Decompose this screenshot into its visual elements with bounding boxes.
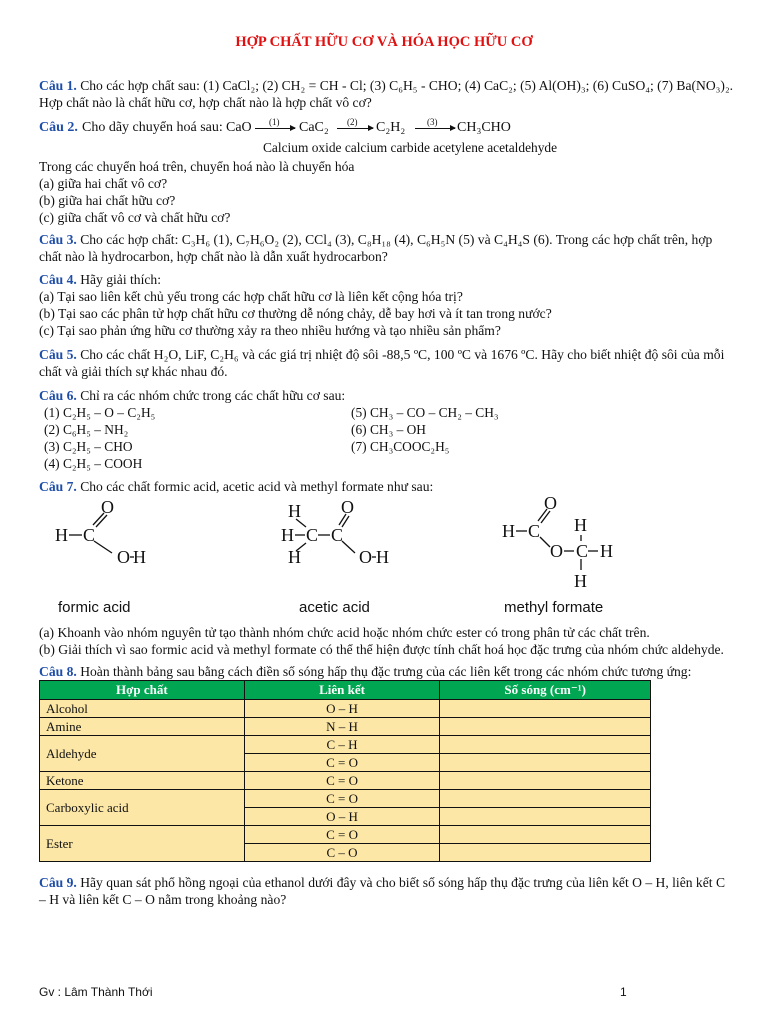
svg-text:O: O [544,493,557,513]
header-compound: Hợp chất [40,681,245,700]
svg-text:C: C [576,541,589,561]
arrow-2 [337,117,373,129]
table-row [40,736,651,754]
question-4-b: (b) Tại sao các phân tử hợp chất hữu cơ thường dễ nóng chảy, dễ bay hơi và ít tan trong nước? [39,306,552,321]
question-3-label: Câu 3. [39,232,77,247]
question-8-label: Câu 8. [39,664,77,679]
caption-acetic-acid: acetic acid [299,599,370,616]
question-6-intro: Chỉ ra các nhóm chức trong các chất hữu cơ sau: [80,388,346,403]
question-5-label: Câu 5. [39,347,77,362]
question-6-list [44,404,744,474]
wavenumber-table [39,680,651,862]
acetic-acid-svg [281,495,411,595]
methyl-formate-svg [500,495,630,600]
question-3 [39,231,749,265]
question-9-text-1: Hãy quan sát phổ hồng ngoại của ethanol dưới đây và cho biết số sóng hấp thụ đặc trưng của liên kết O – H, liên kết C [80,875,726,890]
page-title: HỢP CHẤT HỮU CƠ VÀ HÓA HỌC HỮU CƠ [235,34,533,50]
svg-text:H: H [288,547,301,567]
compound-1: (1) C₂H₅ – O – C₂H₅ [44,405,156,420]
question-7-a: (a) Khoanh vào nhóm nguyên tử tạo thành nhóm chức acid hoặc nhóm chức ester có trong phân tử các chất trên. [39,625,650,640]
compound-7: (7) CH₃COOC₂H₅ [351,439,450,454]
question-9 [39,874,749,908]
answer-cell[interactable] [440,844,651,862]
svg-text:H: H [600,541,613,561]
chain-cac2: CaC₂ [299,120,329,135]
arrow-2-label: (2) [347,117,358,127]
svg-text:O: O [341,497,354,517]
svg-text:H: H [574,571,587,591]
question-1 [39,77,749,111]
question-7-intro: Cho các chất formic acid, acetic acid và methyl formate như sau: [80,479,434,494]
svg-text:H: H [55,525,68,545]
footer-author: Gv : Lâm Thành Thới [39,985,153,999]
question-6 [39,387,749,404]
question-8 [39,663,749,680]
svg-text:H: H [574,515,587,535]
compound-cell: Carboxylic acid [40,790,245,826]
question-5-text-2: chất và giải thích sự khác nhau đó. [39,364,228,379]
question-2-option-c: (c) giữa chất vô cơ và chất hữu cơ? [39,210,231,225]
answer-cell[interactable] [440,772,651,790]
question-4-label: Câu 4. [39,272,77,287]
question-2-text: Trong các chuyển hoá trên, chuyển hoá nào là chuyển hóa [39,159,355,174]
question-4-intro: Hãy giải thích: [80,272,161,287]
svg-text:C: C [83,525,96,545]
question-9-label: Câu 9. [39,875,77,890]
formic-acid-svg [55,495,165,595]
svg-text:C: C [528,521,541,541]
caption-methyl-formate: methyl formate [504,599,604,616]
question-5 [39,346,749,380]
table-header-row [40,681,651,700]
question-2-intro: Cho dãy chuyển hoá sau: [82,120,223,135]
caption-formic-acid: formic acid [58,599,131,616]
svg-text:C: C [306,525,319,545]
arrow-1-label: (1) [269,117,280,127]
bond-cell: C = O [244,826,440,844]
question-8-intro: Hoàn thành bảng sau bằng cách điền số sóng hấp thụ đặc trưng của các liên kết trong các nhóm chức tương ứng: [80,664,692,679]
question-3-text-1: Cho các hợp chất: C₃H₆ (1), C₇H₆O₂ (2), CCl₄ (3), C₈H₁₈ (4), C₆H₅N (5) và C₄H₄S (6). Trong các hợp chất trên, hợp [80,232,713,247]
svg-text:O: O [117,547,130,567]
svg-text:C: C [331,525,344,545]
arrow-1 [255,117,295,129]
bond-cell: C = O [244,790,440,808]
answer-cell[interactable] [440,826,651,844]
answer-cell[interactable] [440,754,651,772]
table-row [40,772,651,790]
question-7-label: Câu 7. [39,479,77,494]
question-3-text-2: chất nào là hydrocarbon, hợp chất nào là dẫn xuất hydrocarbon? [39,249,388,264]
bond-cell: O – H [244,808,440,826]
question-2-option-a: (a) giữa hai chất vô cơ? [39,176,168,191]
svg-text:O: O [550,541,563,561]
svg-text:O: O [101,497,114,517]
question-2-label: Câu 2. [39,120,78,135]
question-4-a: (a) Tại sao liên kết chủ yếu trong các hợp chất hữu cơ là liên kết cộng hóa trị? [39,289,463,304]
answer-cell[interactable] [440,718,651,736]
svg-text:H: H [502,521,515,541]
svg-text:O: O [359,547,372,567]
svg-text:H: H [133,547,146,567]
footer-page-number: 1 [620,985,627,999]
chain-names: Calcium oxide calcium carbide acetylene acetaldehyde [263,140,558,155]
compound-cell: Ketone [40,772,245,790]
compound-5: (5) CH₃ – CO – CH₂ – CH₃ [351,405,499,420]
chain-ch3cho: CH₃CHO [457,120,511,135]
bond-cell: C = O [244,754,440,772]
bond-cell: C – H [244,736,440,754]
bond-cell: N – H [244,718,440,736]
chain-c2h2: C₂H₂ [376,120,406,135]
table-row [40,790,651,808]
compound-cell: Ester [40,826,245,862]
answer-cell[interactable] [440,736,651,754]
question-5-text-1: Cho các chất H₂O, LiF, C₂H₆ và các giá trị nhiệt độ sôi -88,5 ºC, 100 ºC và 1676 ºC. Hãy cho biết nhiệt độ sôi của mỗi [80,347,725,362]
arrow-3-label: (3) [427,117,438,127]
arrow-3 [415,117,455,129]
header-bond: Liên kết [244,681,440,700]
question-1-text-2: Hợp chất nào là chất hữu cơ, hợp chất nào là hợp chất vô cơ? [39,95,372,110]
question-1-text-1: Cho các hợp chất sau: (1) CaCl₂; (2) CH₂ = CH - Cl; (3) C₆H₅ - CHO; (4) CaC₂; (5) Al(OH)₃; (6) CuSO₄; (7) Ba(NO₃)₂. [80,78,734,93]
table-row [40,718,651,736]
compound-cell: Aldehyde [40,736,245,772]
question-7-parts [39,624,749,658]
compound-3: (3) C₂H₅ – CHO [44,439,133,454]
bond-cell: C = O [244,772,440,790]
compound-2: (2) C₆H₅ – NH₂ [44,422,129,437]
question-1-label: Câu 1. [39,78,77,93]
table-row [40,826,651,844]
header-wavenumber: Số sóng (cm⁻¹) [440,681,651,700]
question-2-options [39,158,749,226]
chain-cao: CaO [226,120,252,135]
svg-text:H: H [281,525,294,545]
bond-cell: O – H [244,700,440,718]
bond-cell: C – O [244,844,440,862]
question-9-text-2: – H và liên kết C – O nằm trong khoảng nào? [39,892,287,907]
question-7-b: (b) Giải thích vì sao formic acid và methyl formate có thể thể hiện được tính chất hoá học đặc trưng của nhóm chức aldehyde. [39,642,724,657]
svg-text:H: H [288,501,301,521]
table-row [40,700,651,718]
answer-cell[interactable] [440,808,651,826]
question-4 [39,271,749,339]
answer-cell[interactable] [440,700,651,718]
compound-4: (4) C₂H₅ – COOH [44,456,143,471]
question-6-label: Câu 6. [39,388,77,403]
compound-6: (6) CH₃ – OH [351,422,426,437]
svg-text:H: H [376,547,389,567]
question-2-option-b: (b) giữa hai chất hữu cơ? [39,193,176,208]
question-7 [39,478,749,495]
compound-cell: Alcohol [40,700,245,718]
answer-cell[interactable] [440,790,651,808]
compound-cell: Amine [40,718,245,736]
question-2-chain [39,118,739,158]
question-4-c: (c) Tại sao phản ứng hữu cơ thường xảy ra theo nhiều hướng và tạo nhiều sản phẩm? [39,323,501,338]
